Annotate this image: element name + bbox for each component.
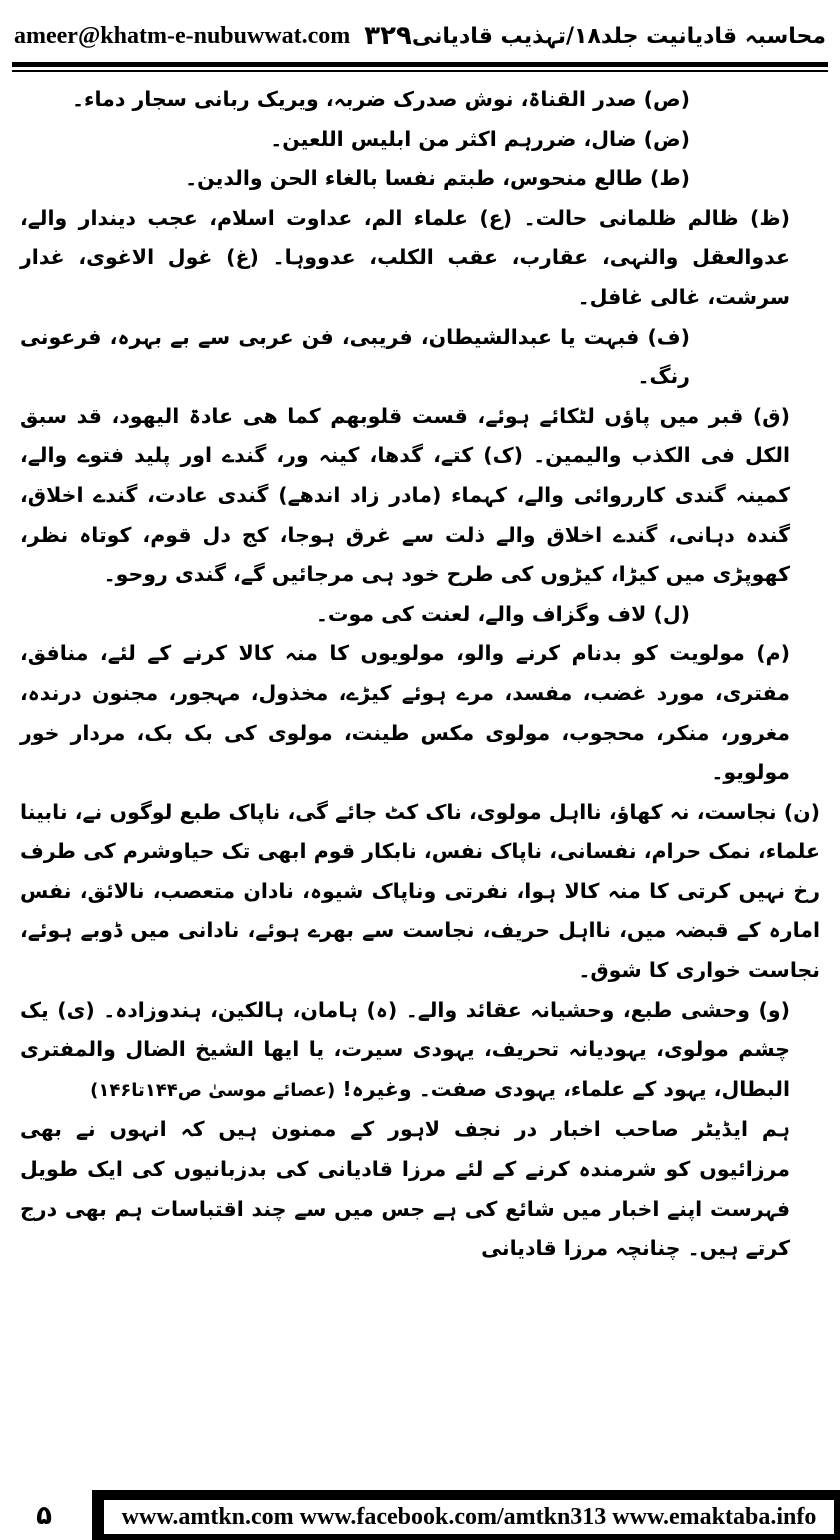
paragraph-meem: (م) مولویت کو بدنام کرنے والو، مولویوں کا منہ کالا کرنے کے لئے، منافق، مفتری، مورد غضب، مفسد، مرے ہوئے کیڑے، مخذول، مہجور، مجنون درندہ، مغرور، منکر، محجوب، مولوی مکس طینت، مولوی کی بک بک، مردار خور مولویو۔ [20,641,790,785]
paragraph-editor: ہم ایڈیٹر صاحب اخبار در نجف لاہور کے ممنون ہیں کہ انہوں نے بھی مرزائیوں کو شرمندہ کرنے کے لئے مرزا قادیانی کی بدزبانیوں کی ایک طویل فہرست اپنے اخبار میں شائع کی ہے جس میں سے چند اقتباسات ہم بھی درج کرتے ہیں۔ چنانچہ مرزا قادیانی [20,1117,790,1261]
paragraph-qaf: (ق) قبر میں پاؤں لٹکائے ہوئے، قست قلوبھم کما ھی عادۃ الیھود، قد سبق الکل فی الکذب والیمین۔ (ک) کتے، گدھا، کینہ ور، گندے اور پلید فتوے والے، کمینہ گندی کارروائی والے، کہماء (مادر زاد اندھے) گندی عادت، گندے اخلاق، گندہ دہانی، گندے اخلاق والے ذلت سے غرق ہوجا، کج دل قوم، کوتاہ نظر، کھوپڑی میں کیڑا، کیڑوں کی طرح خود ہی مرجائیں گے، گندی روحو۔ [20,403,790,587]
reference-citation: (عصائے موسیٰ ص۱۴۴تا۱۴۶) [90,1079,336,1101]
paragraph-waw [20,991,820,1111]
header-left [14,21,412,51]
header-rule-thin [12,70,828,72]
page-header [14,14,826,58]
book-title: محاسبہ قادیانیت جلد۱۸/تہذیب قادیانی [411,23,826,49]
page-footer [0,1490,840,1540]
paragraph-waw-text: (و) وحشی طبع، وحشیانہ عقائد والے۔ (ہ) ہامان، ہالکین، ہندوزادہ۔ (ی) یک چشم مولوی، یہودیانہ تحریف، یہودی سیرت، یا ایھا الشیخ الضال والمفتری البطال، یہود کے علماء، یہودی صفت۔ وغیرہ! [20,997,790,1101]
header-email[interactable]: ameer@khatm-e-nubuwwat.com [14,22,351,49]
paragraph-sad: (ص) صدر القناۃ، نوش صدرک ضربہ، ویریک ربانی سجار دماء۔ [71,87,690,111]
paragraph-noon: (ن) نجاست، نہ کھاؤ، نااہل مولوی، ناک کٹ جائے گی، ناپاک طبع لوگوں نے، نابینا علماء، نمک حرام، نفسانی، ناپاک نفس، نابکار قوم ابھی تک حیاوشرم کی طرف رخ نہیں کرتی کا منہ کالا ہوا، نفرتی وناپاک شیوہ، نادان متعصب، نالائق، نفس امارہ کے قبضہ میں، نااہل حریف، نجاست سے بھرے ہوئے، نادانی میں ڈوبے ہوئے، نجاست خواری کا شوق۔ [20,799,820,983]
body-text [20,80,820,1269]
paragraph-lam: (ل) لاف وگزاف والے، لعنت کی موت۔ [315,601,690,626]
paragraph-toe: (ط) طالع منحوس، طبتم نفسا بالغاء الحن والدین۔ [185,166,690,191]
paragraph-fe: (ف) فبہت یا عبدالشیطان، فریبی، فن عربی سے بے بہرہ، فرعونی رنگ۔ [20,324,690,389]
page-number: ۳۲۹ [364,21,412,51]
header-rule-thick [12,62,828,67]
paragraph-zoe: (ظ) ظالم ظلمانی حالت۔ (ع) علماء الم، عداوت اسلام، عجب دیندار والے، عدوالعقل والنہی، عقارب، عقب الکلب، عدووہا۔ (غ) غول الاغوی، غدار سرشت، غالی غافل۔ [20,205,790,309]
paragraph-zad: (ض) ضال، ضررہم اکثر من ابلیس اللعین۔ [270,126,690,151]
footer-box-number: ۵ [36,1501,52,1531]
footer-urls[interactable]: www.amtkn.com www.facebook.com/amtkn313 www.emaktaba.info [104,1500,834,1534]
